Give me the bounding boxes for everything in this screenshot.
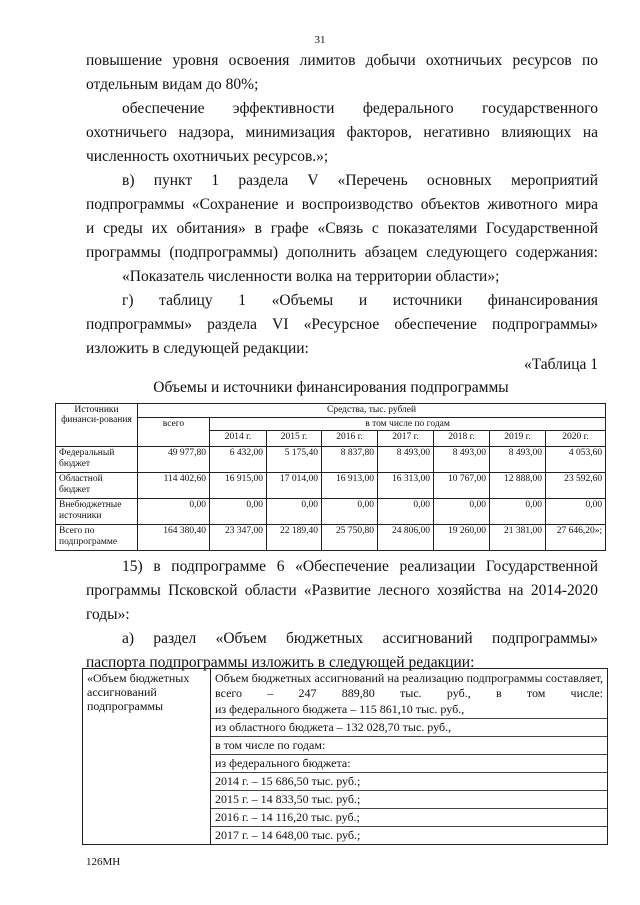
year-header: 2019 г.: [490, 431, 546, 447]
passport-line: 2014 г. – 15 686,50 тыс. руб.;: [211, 773, 607, 791]
table-row: [56, 447, 606, 473]
row-label: Областной бюджет: [56, 473, 138, 499]
cell-value: 23 347,00: [210, 525, 267, 551]
year-header: 2016 г.: [322, 431, 378, 447]
table-label: «Таблица 1: [523, 356, 598, 373]
paragraph-line: подпрограммы «Сохранение и воспроизводство объектов животного мира: [86, 196, 598, 213]
passport-line: 2017 г. – 14 648,00 тыс. руб.;: [215, 828, 361, 842]
passport-line: в том числе по годам:: [211, 737, 607, 755]
header-by-year: в том числе по годам: [210, 418, 606, 431]
financing-table: [55, 403, 606, 551]
cell-value: 21 381,00: [490, 525, 546, 551]
header-total: всего: [138, 418, 210, 447]
passport-line: из федерального бюджета – 115 861,10 тыс. руб.,: [211, 701, 607, 719]
cell-value: 12 888,00: [490, 473, 546, 499]
cell-value: 8 493,00: [378, 447, 434, 473]
row-label: Внебюджетные источники: [56, 499, 138, 525]
cell-value: 17 014,00: [267, 473, 322, 499]
passport-line: из федерального бюджета:: [211, 755, 607, 773]
year-header: 2014 г.: [210, 431, 267, 447]
year-header: 2017 г.: [378, 431, 434, 447]
row-total: 164 380,40: [138, 525, 210, 551]
cell-value: 4 053,60: [546, 447, 606, 473]
cell-value: 10 767,00: [434, 473, 490, 499]
cell-value: 16 915,00: [210, 473, 267, 499]
paragraph-line: и среды их обитания» в графе «Связь с показателями Государственной: [86, 220, 598, 237]
header-source: Источники финанси-рования: [56, 404, 138, 447]
header-funds: Средства, тыс. рублей: [138, 404, 606, 418]
cell-value: 16 913,00: [322, 473, 378, 499]
cell-value: 0,00: [267, 499, 322, 525]
cell-value: 22 189,40: [267, 525, 322, 551]
cell-value: 24 806,00: [378, 525, 434, 551]
cell-value: 8 493,00: [490, 447, 546, 473]
cell-value: 0,00: [490, 499, 546, 525]
passport-line: из областного бюджета – 132 028,70 тыс. руб.,: [211, 719, 607, 737]
paragraph-line: обеспечение эффективности федерального государственного: [122, 100, 598, 117]
table-row: [56, 473, 606, 499]
cell-value: 6 432,00: [210, 447, 267, 473]
paragraph-line: программы Псковской области «Развитие лесного хозяйства на 2014-2020: [86, 582, 598, 599]
paragraph-line: г) таблицу 1 «Объемы и источники финансирования: [122, 292, 598, 309]
table-row: [56, 525, 606, 551]
passport-line: Объем бюджетных ассигнований на реализацию подпрограммы составляет, всего – 247 889,80 тыс. руб., в том числе:: [215, 671, 603, 700]
footer-code: 126МН: [86, 856, 121, 868]
paragraph-line: подпрограммы» раздела VI «Ресурсное обеспечение подпрограммы»: [86, 316, 598, 333]
passport-right-cell: [211, 669, 608, 845]
year-header: 2015 г.: [267, 431, 322, 447]
cell-value: 19 260,00: [434, 525, 490, 551]
table-caption: Объемы и источники финансирования подпрограммы: [153, 379, 509, 396]
paragraph-line: паспорта подпрограммы изложить в следующей редакции:: [86, 654, 475, 671]
cell-value: 8 493,00: [434, 447, 490, 473]
passport-table: [82, 668, 608, 845]
cell-value: 0,00: [210, 499, 267, 525]
row-total: 114 402,60: [138, 473, 210, 499]
cell-value: 27 646,20»;: [546, 525, 606, 551]
cell-value: 0,00: [322, 499, 378, 525]
passport-line: 2015 г. – 14 833,50 тыс. руб.;: [211, 791, 607, 809]
row-total: 0,00: [138, 499, 210, 525]
cell-value: 8 837,80: [322, 447, 378, 473]
row-total: 49 977,80: [138, 447, 210, 473]
paragraph-line: а) раздел «Объем бюджетных ассигнований подпрограммы»: [122, 630, 598, 647]
paragraph-line: программы (подпрограммы) дополнить абзацем следующего содержания:: [86, 244, 598, 261]
paragraph-line: численность охотничьих ресурсов.»;: [86, 148, 329, 165]
paragraph-line: в) пункт 1 раздела V «Перечень основных мероприятий: [122, 172, 598, 189]
cell-value: 23 592,60: [546, 473, 606, 499]
year-header: 2018 г.: [434, 431, 490, 447]
cell-value: 5 175,40: [267, 447, 322, 473]
paragraph-line: «Показатель численности волка на территории области»;: [122, 268, 500, 285]
cell-value: 25 750,80: [322, 525, 378, 551]
passport-left-cell: «Объем бюджетных ассигнований подпрограммы: [83, 669, 211, 845]
paragraph-line: годы»:: [86, 606, 130, 623]
year-header: 2020 г.: [546, 431, 606, 447]
cell-value: 0,00: [378, 499, 434, 525]
cell-value: 16 313,00: [378, 473, 434, 499]
paragraph-line: отдельным видам до 80%;: [86, 76, 259, 93]
page-number: 31: [314, 34, 326, 46]
row-label: Федеральный бюджет: [56, 447, 138, 473]
cell-value: 0,00: [434, 499, 490, 525]
paragraph-line: изложить в следующей редакции:: [86, 340, 309, 357]
paragraph-line: повышение уровня освоения лимитов добычи охотничьих ресурсов по: [86, 52, 598, 69]
paragraph-line: охотничьего надзора, минимизация факторов, негативно влияющих на: [86, 124, 598, 141]
passport-line: 2016 г. – 14 116,20 тыс. руб.;: [211, 809, 607, 827]
paragraph-line: 15) в подпрограмме 6 «Обеспечение реализации Государственной: [122, 558, 598, 575]
table-row: [56, 499, 606, 525]
row-label: Всего по подпрограмме: [56, 525, 138, 551]
cell-value: 0,00: [546, 499, 606, 525]
